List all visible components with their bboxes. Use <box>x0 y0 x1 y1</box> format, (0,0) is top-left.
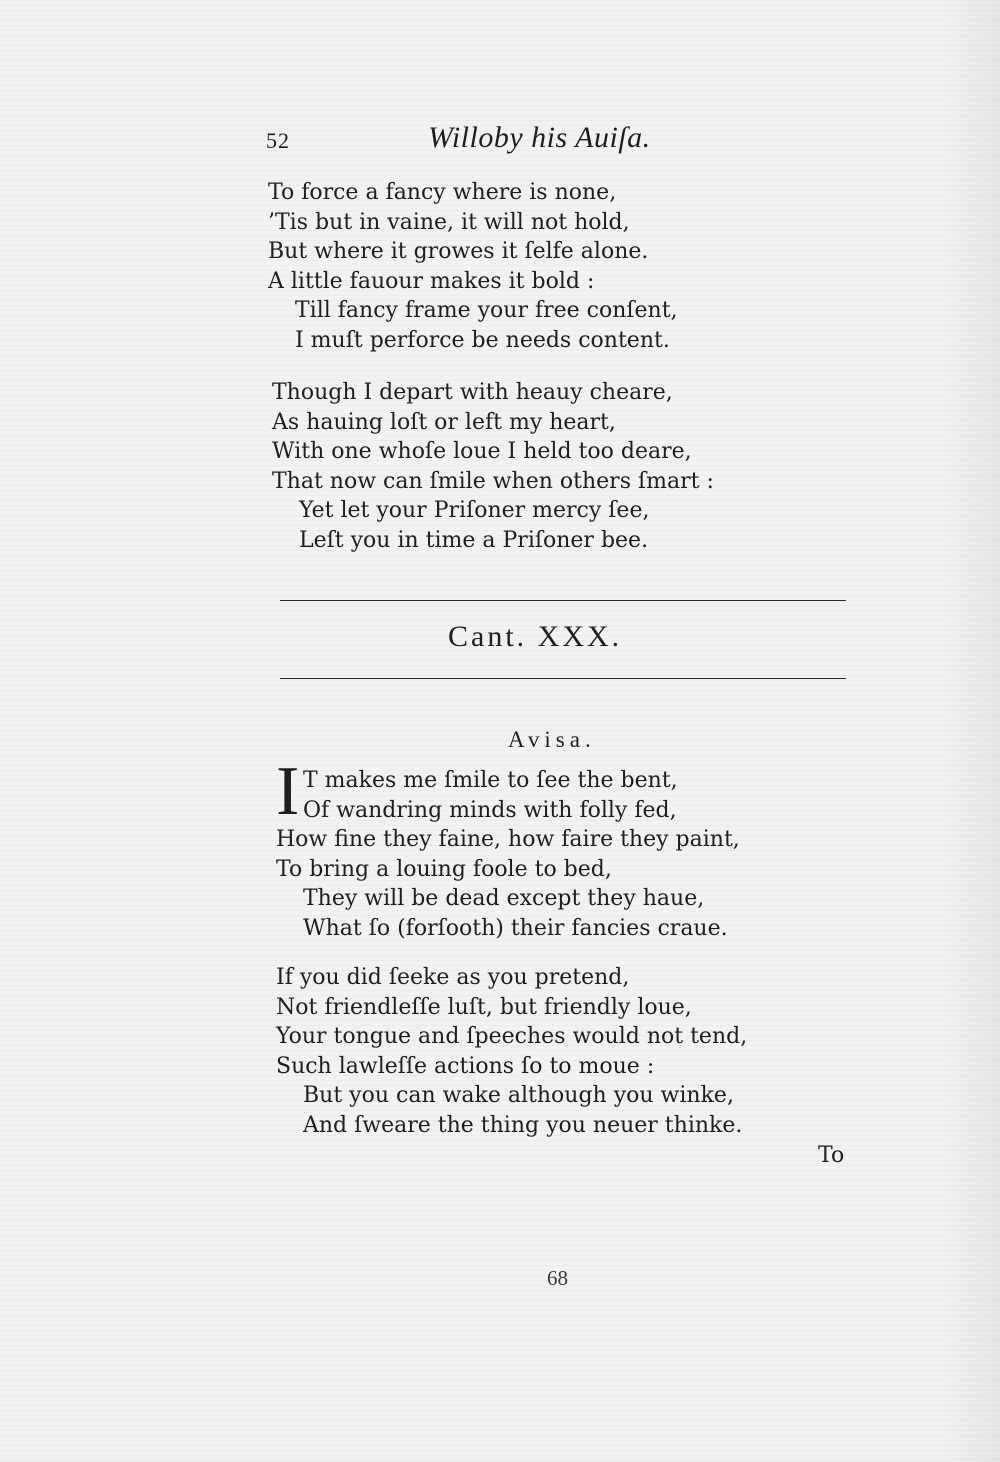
verse-line: What ſo (forſooth) their fancies craue. <box>303 915 728 941</box>
verse-line: Till fancy frame your free conſent, <box>295 298 678 323</box>
verse-line: If you did ſeeke as you pretend, <box>276 965 630 990</box>
verse-line: But where it growes it ſelfe alone. <box>268 239 649 264</box>
stanza-2 <box>272 378 714 555</box>
page-shadow <box>940 0 1000 1462</box>
verse-line: Yet let your Priſoner mercy ſee, <box>299 498 650 523</box>
verse-line: A little fauour makes it bold : <box>268 268 595 294</box>
verse-line: That now can ſmile when others ſmart : <box>272 468 714 494</box>
stanza-3 <box>276 766 740 943</box>
footer-page-number: 68 <box>547 1266 568 1290</box>
verse-line: Your tongue and ſpeeches would not tend, <box>276 1024 748 1049</box>
verse-line: To bring a louing foole to bed, <box>276 856 612 882</box>
speaker-heading: Avisa. <box>508 727 596 752</box>
stanza-4 <box>276 963 747 1140</box>
verse-line: With one whoſe loue I held too deare, <box>272 439 692 464</box>
verse-line: ’Tis but in vaine, it will not hold, <box>268 209 630 235</box>
bottom-divider-rule <box>280 678 846 679</box>
verse-line: But you can wake although you winke, <box>303 1083 734 1108</box>
top-divider-rule <box>280 600 846 601</box>
catchword: To <box>818 1143 845 1168</box>
verse-line: Though I depart with heauy cheare, <box>272 380 673 405</box>
drop-cap: I <box>276 753 300 830</box>
canto-heading: Cant. XXX. <box>448 620 623 653</box>
running-title: Willoby his Auiſa. <box>428 121 651 154</box>
verse-line: As hauing loſt or left my heart, <box>272 409 616 435</box>
verse-line: And ſweare the thing you neuer thinke. <box>303 1112 743 1138</box>
verse-line: Of wandring minds with folly fed, <box>303 797 677 823</box>
verse-line: I muſt perforce be needs content. <box>295 327 670 353</box>
stanza-1 <box>268 178 678 355</box>
verse-line: Leſt you in time a Priſoner bee. <box>299 527 649 553</box>
header-page-number: 52 <box>266 128 290 153</box>
verse-line: Such lawleſſe actions ſo to moue : <box>276 1053 655 1079</box>
verse-line: How fine they faine, how faire they paint, <box>276 827 740 852</box>
verse-line: To force a fancy where is none, <box>268 180 617 205</box>
verse-line: T makes me ſmile to ſee the bent, <box>303 768 678 793</box>
verse-line: Not friendleſſe luſt, but friendly loue, <box>276 994 692 1020</box>
verse-line: They will be dead except they haue, <box>303 886 705 911</box>
